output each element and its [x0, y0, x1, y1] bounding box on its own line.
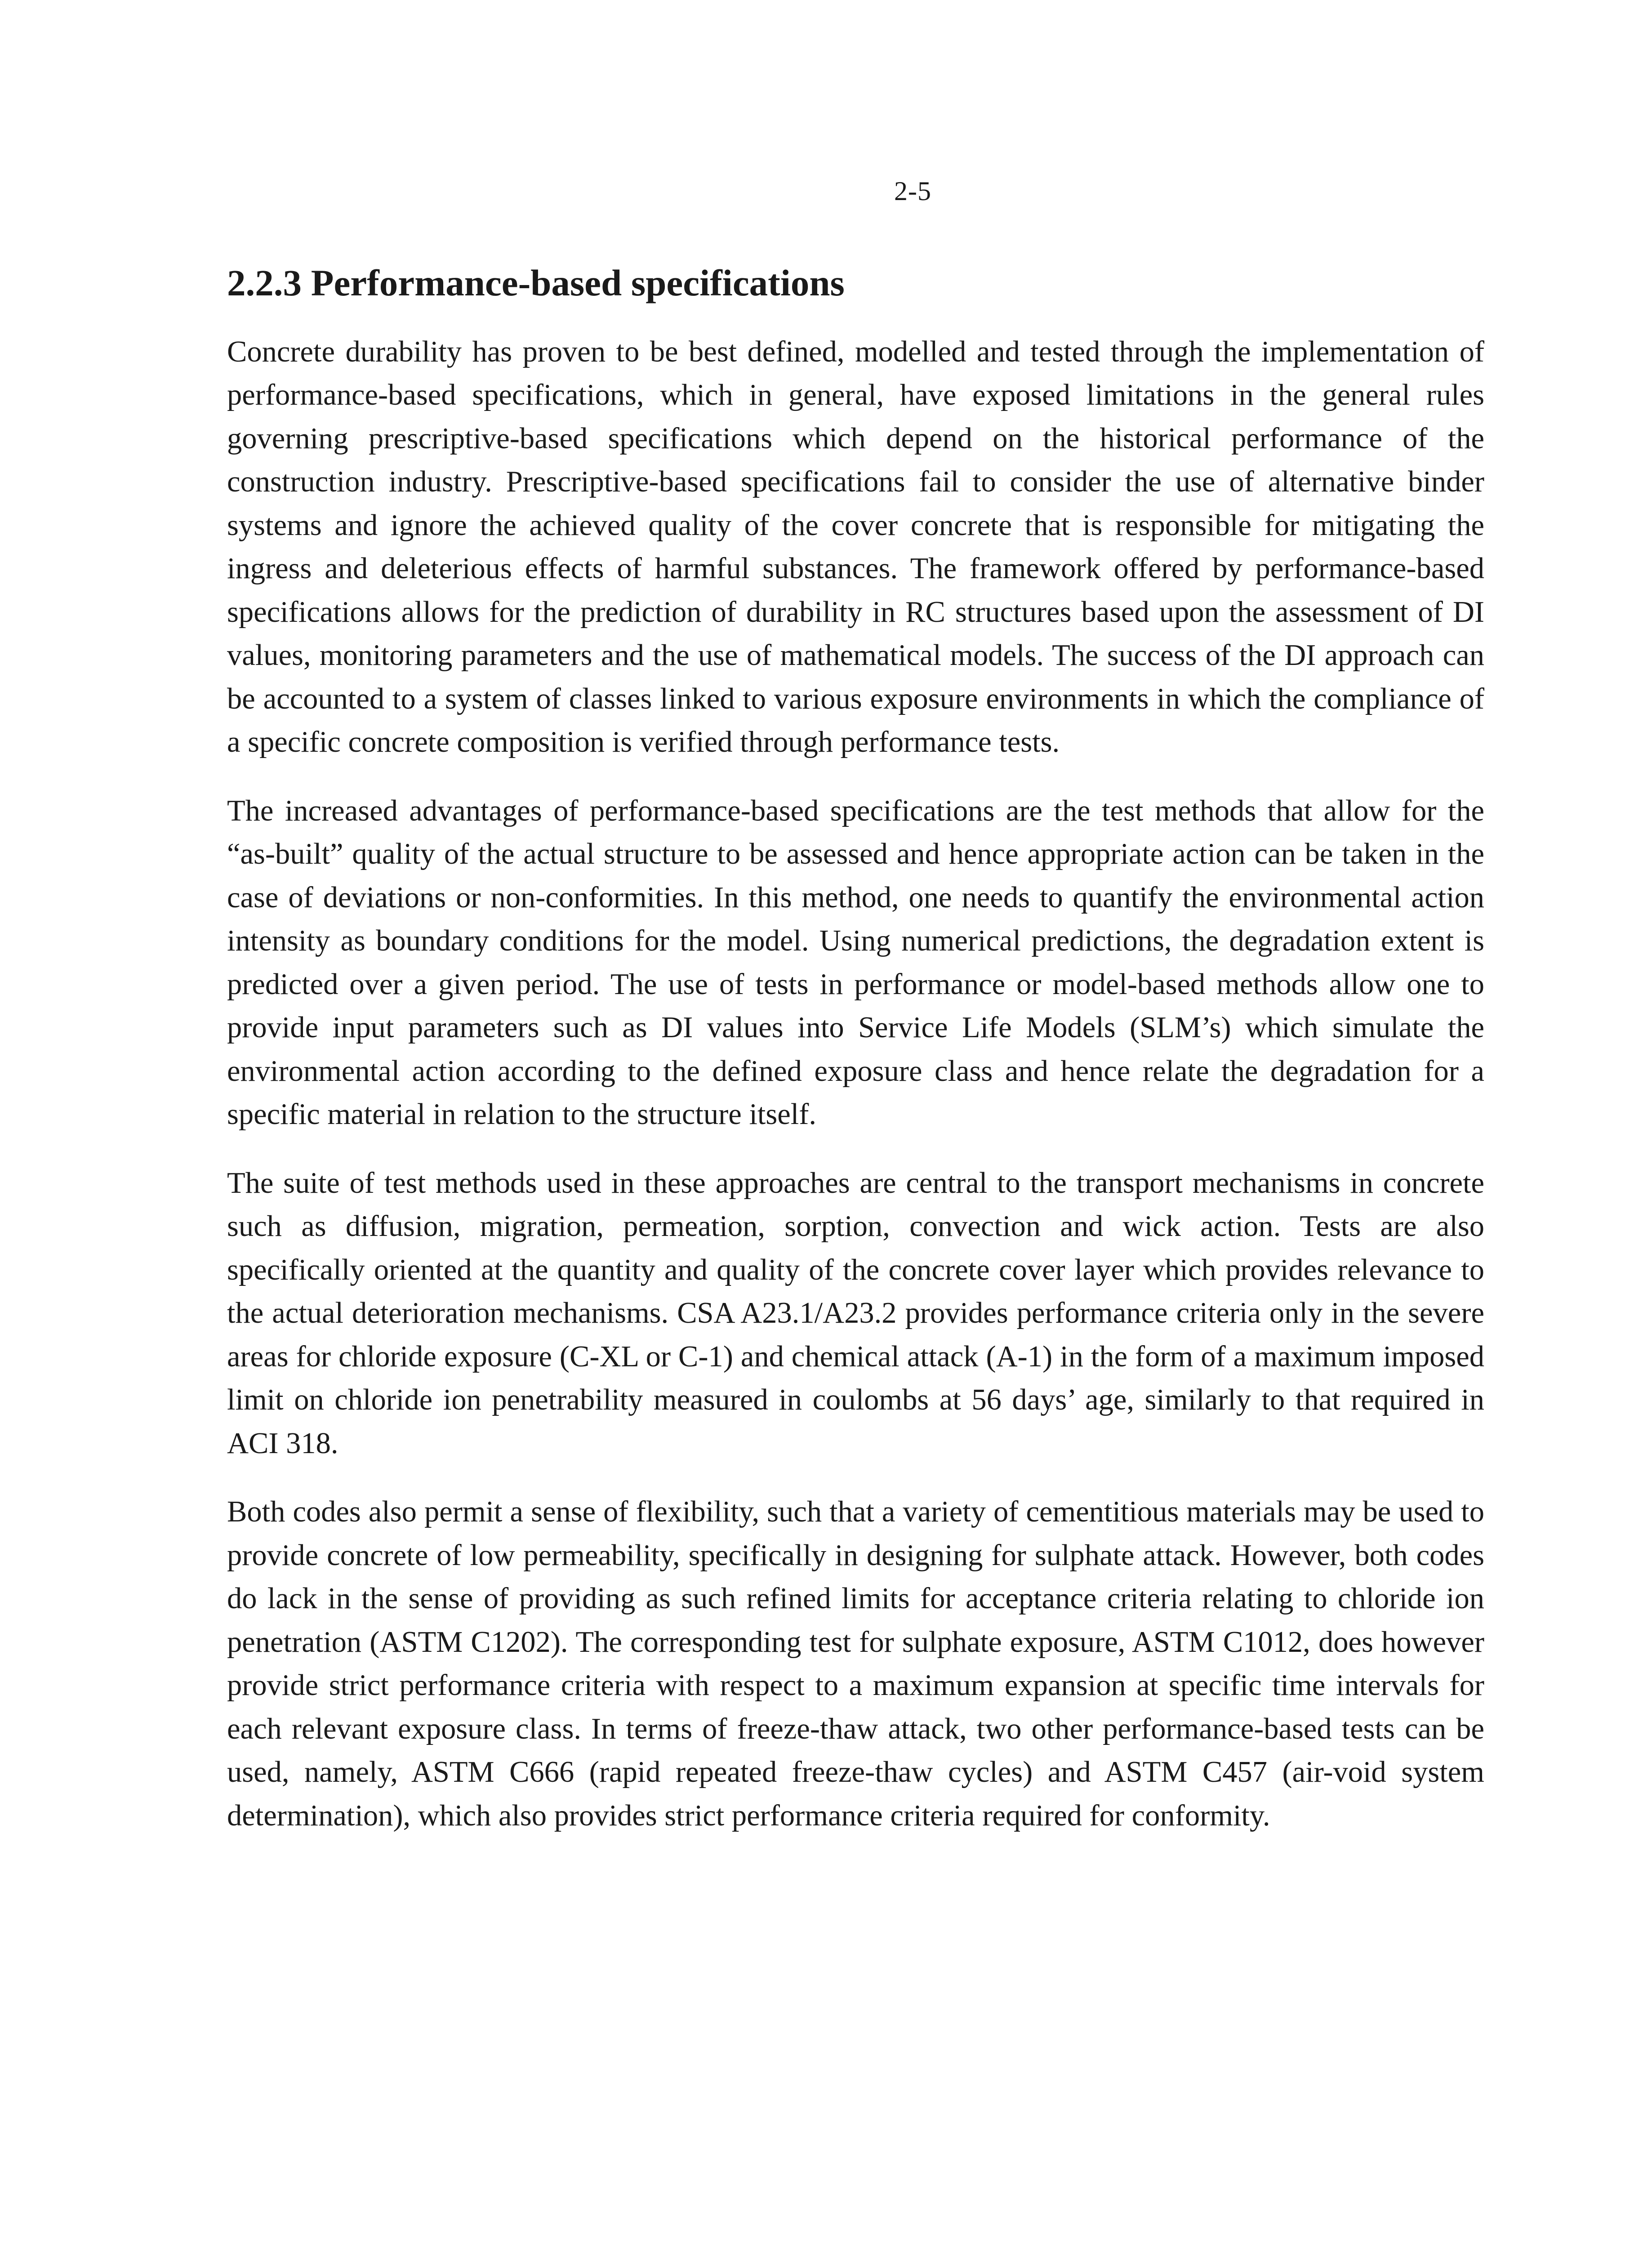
paragraph-3: The suite of test methods used in these approaches are central to the transport mechanisms in concrete such as diffusion, migration, permeation, sorption, convection and wick action. Tests are also specifically oriented at the quantity and quality of the concrete cover layer which provides relevance to the actual deterioration mechanisms. CSA A23.1/A23.2 provides performance criteria only in the severe areas for chloride exposure (C-XL or C-1) and chemical attack (A-1) in the form of a maximum imposed limit on chloride ion penetrability measured in coulombs at 56 days’ age, similarly to that required in ACI 318. — [227, 1166, 1484, 1460]
page-number: 2-5 — [894, 176, 931, 206]
paragraph-4: Both codes also permit a sense of flexibility, such that a variety of cementitious materials may be used to provide concrete of low permeability, specifically in designing for sulphate attack. However, both codes do lack in the sense of providing as such refined limits for acceptance criteria relating to chloride ion penetration (ASTM C1202). The corresponding test for sulphate exposure, ASTM C1012, does however provide strict performance criteria with respect to a maximum expansion at specific time intervals for each relevant exposure class. In terms of freeze-thaw attack, two other performance-based tests can be used, namely, ASTM C666 (rapid repeated freeze-thaw cycles) and ASTM C457 (air-void system determination), which also provides strict performance criteria required for conformity. — [227, 1495, 1484, 1832]
paragraph-1: Concrete durability has proven to be best defined, modelled and tested through the implementation of performance-based specifications, which in general, have exposed limitations in the general rules governing prescriptive-based specifications which depend on the historical performance of the construction industry. Prescriptive-based specifications fail to consider the use of alternative binder systems and ignore the achieved quality of the cover concrete that is responsible for mitigating the ingress and deleterious effects of harmful substances. The framework offered by performance-based specifications allows for the prediction of durability in RC structures based upon the assessment of DI values, monitoring parameters and the use of mathematical models. The success of the DI approach can be accounted to a system of classes linked to various exposure environments in which the compliance of a specific concrete composition is verified through performance tests. — [227, 335, 1484, 759]
section-heading: 2.2.3 Performance-based specifications — [227, 262, 845, 303]
paragraph-2: The increased advantages of performance-based specifications are the test methods that allow for the “as-built” quality of the actual structure to be assessed and hence appropriate action can be taken in the case of deviations or non-conformities. In this method, one needs to quantify the environmental action intensity as boundary conditions for the model. Using numerical predictions, the degradation extent is predicted over a given period. The use of tests in performance or model-based methods allow one to provide input parameters such as DI values into Service Life Models (SLM’s) which simulate the environmental action according to the defined exposure class and hence relate the degradation for a specific material in relation to the structure itself. — [227, 794, 1484, 1131]
page-content — [227, 261, 1484, 1863]
